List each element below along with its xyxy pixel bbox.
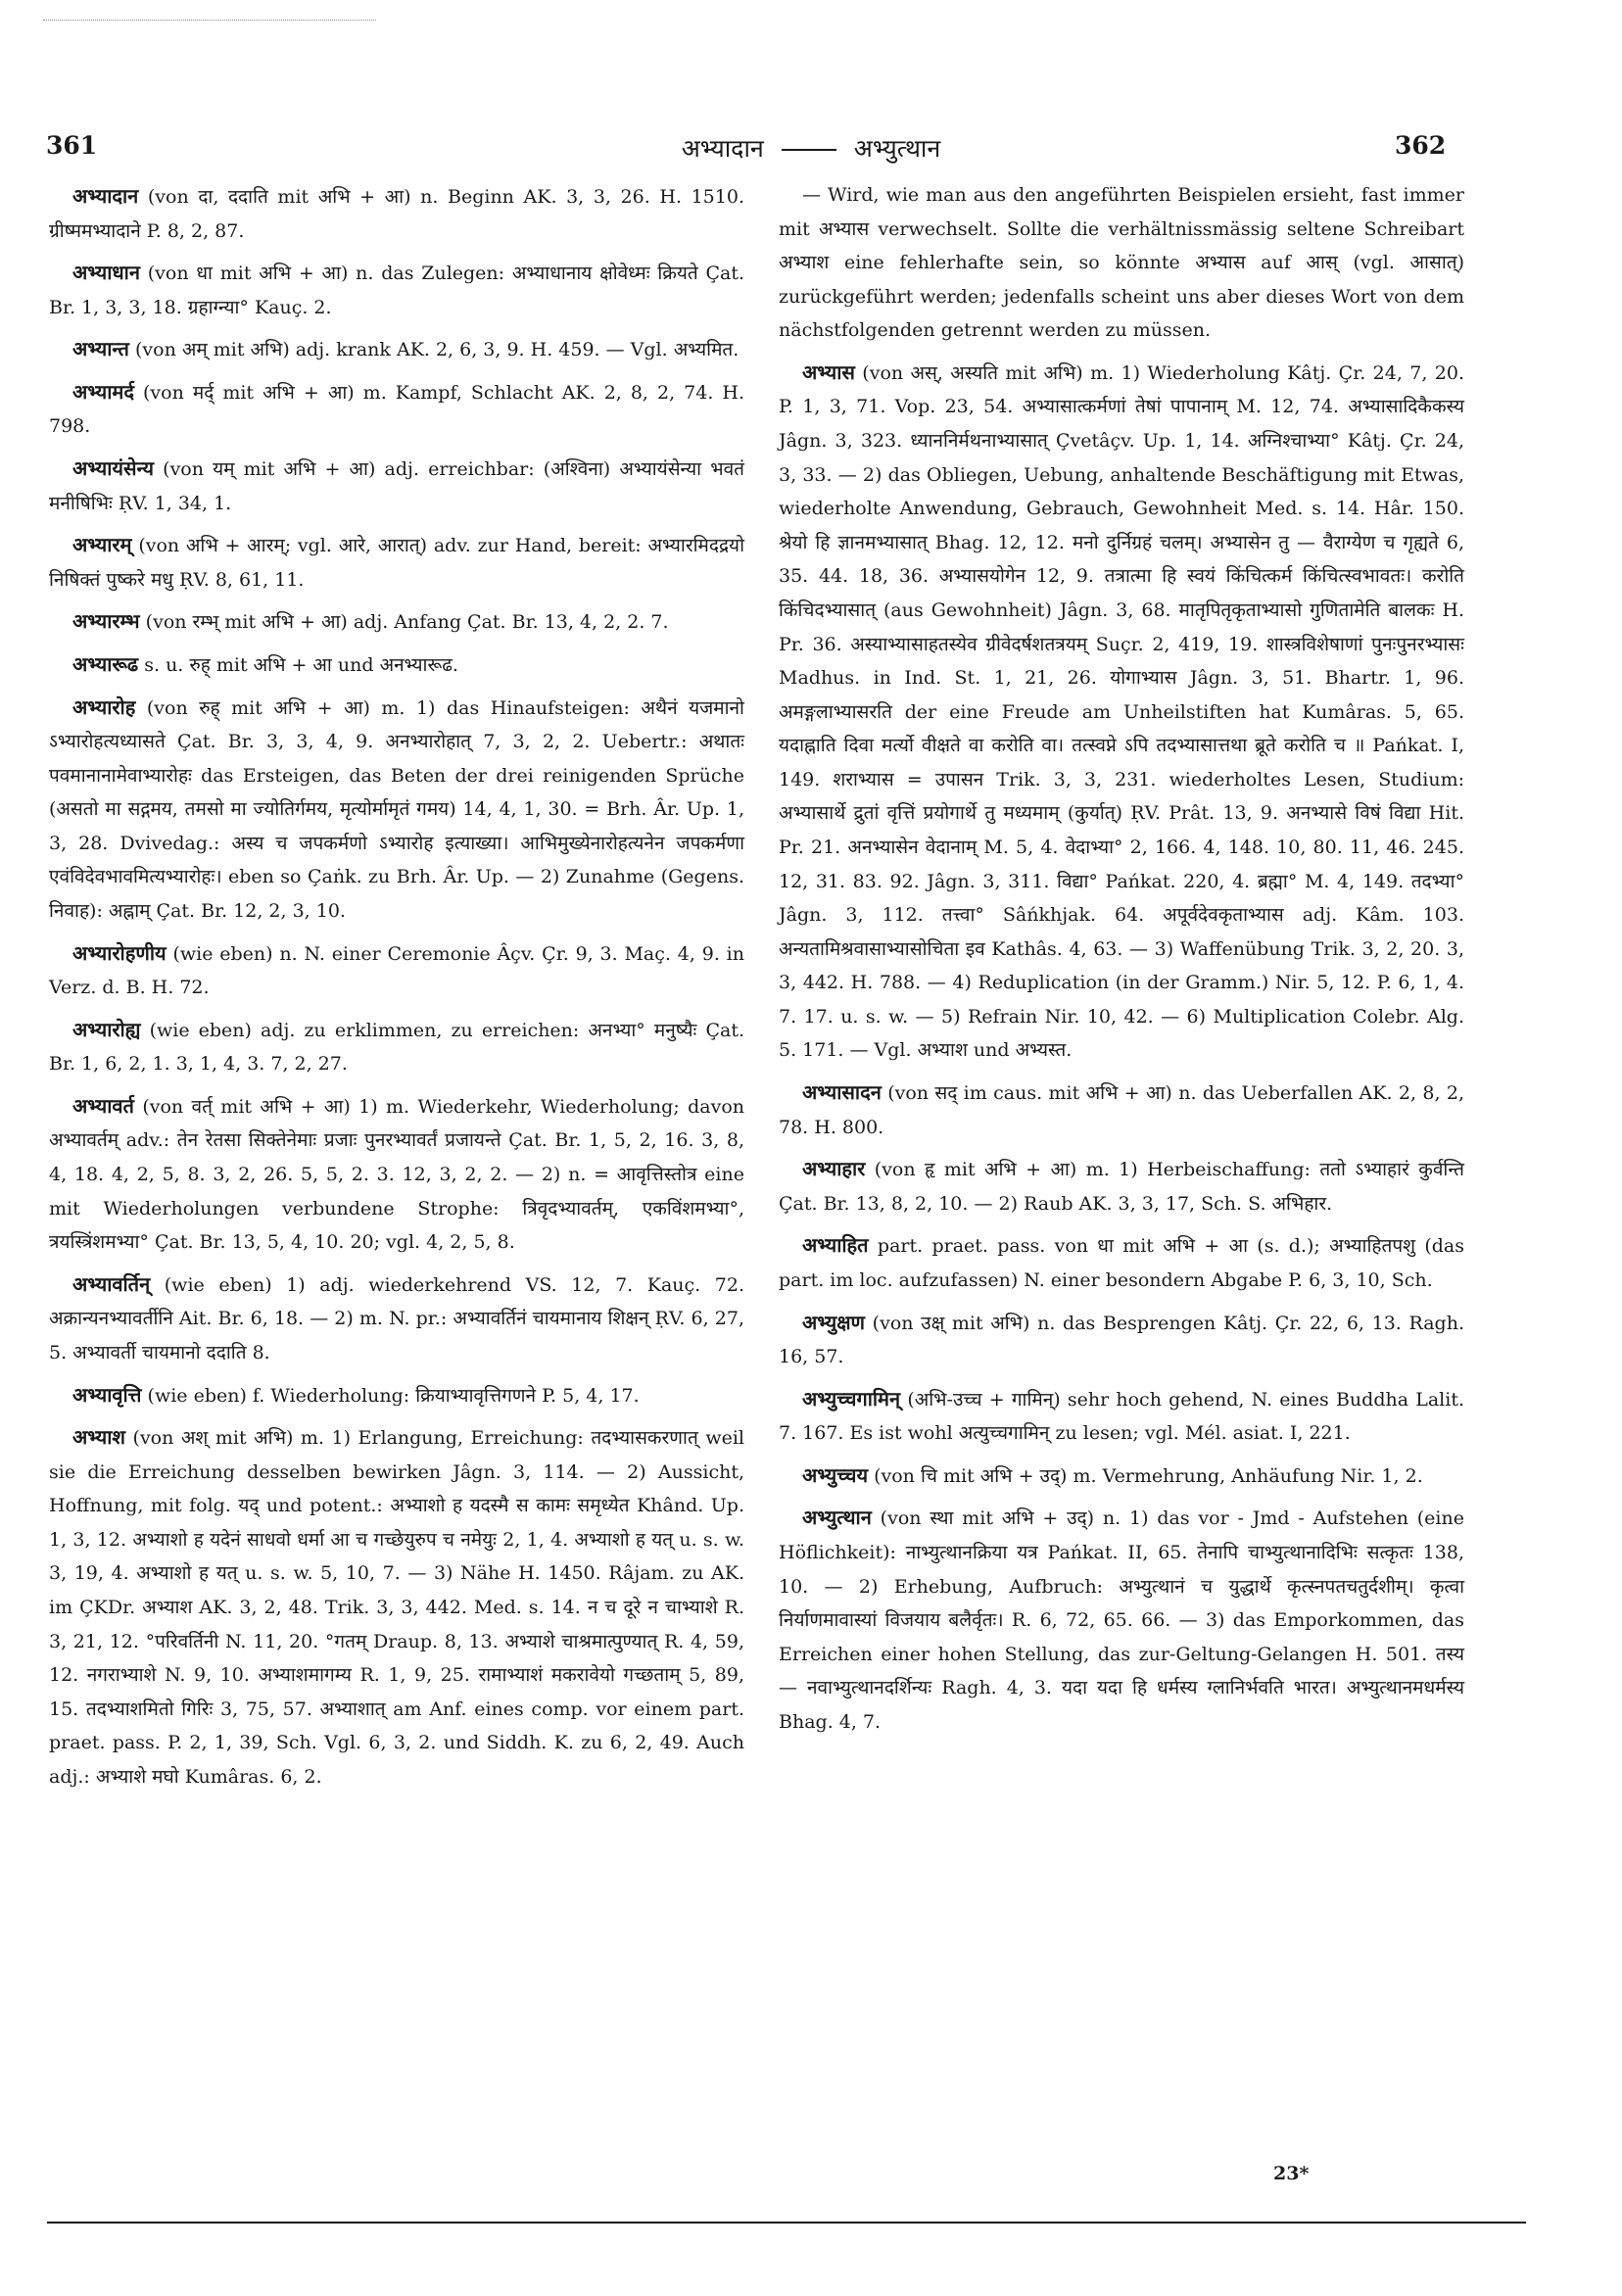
entry-text: (von अभि + आरम्; vgl. आरे, आरात्) adv. zur Hand, bereit: अभ्यारमिदद्रयो निषिक्तं पुष्करे मधु ṚV. 8, 61, 11.	[49, 535, 744, 591]
dictionary-entry	[49, 646, 744, 683]
entry-text: — Wird, wie man aus den angeführten Beispielen ersieht, fast immer mit अभ्यास verwechselt. Sollte die verhältnissmässig seltene Schreibart अभ्याश eine fehlerhafte sein, so könnte अभ्यास auf आस् (vgl. आसात्) zurückgeführt werden; jedenfalls scheint uns aber dieses Wort von dem nächstfolgenden getrennt werden zu müssen.	[779, 184, 1464, 342]
dictionary-entry	[49, 178, 744, 248]
page-number-left: 361	[46, 131, 98, 160]
entry-headword: अभ्याहार	[802, 1157, 866, 1181]
dictionary-entry	[49, 527, 744, 597]
entry-text: (wie eben) f. Wiederholung: क्रियाभ्यावृत्तिगणने P. 5, 4, 17.	[147, 1384, 640, 1407]
running-head-start: अभ्यादान	[681, 134, 764, 163]
entry-headword: अभ्यारूढ	[72, 651, 139, 676]
entry-headword: अभ्युत्थान	[802, 1506, 872, 1530]
entry-text: (von धा mit अभि + आ) n. das Zulegen: अभ्याधानाय क्षोवेध्मः क्रियते Çat. Br. 1, 3, 3, 18. ग्रहाग्न्या° Kauç. 2.	[49, 263, 744, 318]
entry-text: (von अम् mit अभि) adj. krank AK. 2, 6, 3, 9. H. 459. — Vgl. अभ्यमित.	[135, 339, 739, 361]
entry-headword: अभ्यादान	[72, 184, 139, 208]
right-column	[779, 178, 1464, 1746]
entry-headword: अभ्याधान	[72, 261, 140, 285]
dictionary-entry	[779, 1305, 1464, 1374]
entry-text: (wie eben) adj. zu erklimmen, zu erreichen: अनभ्या° मनुष्यैः Çat. Br. 1, 6, 2, 1. 3, 1, 4, 3. 7, 2, 27.	[49, 1019, 745, 1076]
entry-text: (von अस्, अस्यति mit अभि) m. 1) Wiederholung Kâtj. Çr. 24, 7, 20. P. 1, 3, 71. Vop. 23, 54. अभ्यासात्कर्मणां तेषां पापानाम् M. 12, 74. अभ्यासादिकैकस्य Jâgn. 3, 323. ध्याननिर्मथनाभ्यासात् Çvetâçv. Up. 1, 14. अग्निश्चाभ्या° Kâtj. Çr. 24, 3, 33. — 2) das Obliegen, Uebung, anhaltende Beschäftigung mit Etwas, wiederholte Anwendung, Gebrauch, Gewohnheit Med. s. 14. Hâr. 150. श्रेयो हि ज्ञानमभ्यासात् Bhag. 12, 12. मनो दुर्निग्रहं चलम्। अभ्यासेन तु — वैराग्येण च गृह्यते 6, 35. 44. 18, 36. अभ्यासयोगेन 12, 9. तत्रात्मा हि स्वयं किंचित्कर्म किंचित्स्वभावतः। करोति किंचिदभ्यासात् (aus Gewohnheit) Jâgn. 3, 68. मातृपितृकृताभ्यासो गुणितामेति बालकः H. Pr. 36. अस्याभ्यासाहतस्येव ग्रीवेदर्षशतत्रयम् Suçr. 2, 419, 19. शास्त्रविशेषाणां पुनःपुनरभ्यासः Madhus. in Ind. St. 1, 21, 26. योगाभ्यास Jâgn. 3, 51. Bhartr. 1, 96. अमङ्गलाभ्यासरति der eine Freude am Unheilstiften hat Kumâras. 5, 65. यदाह्नाति दिवा मर्त्यो वीक्षते वा करोति वा। तत्स्वप्ने ऽपि तदभ्यासात्तथा ब्रूते करोति च ॥ Pańkat. I, 149. शराभ्यास = उपासन Trik. 3, 3, 231. wiederholtes Lesen, Studium: अभ्यासार्थे द्रुतां वृत्तिं प्रयोगार्थे तु मध्यमाम् (कुर्यात्) ṚV. Prât. 13, 9. अनभ्यासे विषं विद्या Hit. Pr. 21. अनभ्यासेन वेदानाम् M. 5, 4. वेदाभ्या° 2, 166. 4, 148. 10, 80. 11, 46. 245. 12, 31. 83. 92. Jâgn. 3, 311. विद्या° Pańkat. 220, 4. ब्रह्मा° M. 4, 149. तदभ्या° Jâgn. 3, 112. तत्त्वा° Sâńkhjak. 64. अपूर्वदेवकृताभ्यास adj. Kâm. 103. अन्यतामिश्रवासाभ्यासोचिता इव Kathâs. 4, 63. — 3) Waffenübung Trik. 3, 2, 20. 3, 3, 442. H. 788. — 4) Reduplication (in der Gramm.) Nir. 5, 12. P. 6, 1, 4. 7. 17. u. s. w. — 5) Refrain Nir. 10, 42. — 6) Multiplication Colebr. Alg. 5. 171. — Vgl. अभ्याश und अभ्यस्त.	[779, 361, 1464, 1062]
entry-headword: अभ्यावर्त	[72, 1093, 134, 1118]
entry-headword: अभ्यारम्	[72, 533, 132, 557]
entry-text: s. u. रुह् mit अभि + आ und अनभ्यारूढ.	[144, 653, 458, 676]
entry-text: (von दा, ददाति mit अभि + आ) n. Beginn AK. 3, 3, 26. H. 1510. ग्रीष्ममभ्यादाने P. 8, 2, 87.	[49, 186, 744, 242]
dictionary-entry	[779, 1381, 1464, 1451]
entry-text: part. praet. pass. von धा mit अभि + आ (s. d.); अभ्याहितपशु (das part. im loc. aufzufassen) N. einer besondern Abgabe P. 6, 3, 10, Sch.	[779, 1235, 1464, 1291]
running-head-dash	[782, 149, 836, 151]
entry-text: (von रम्भ् mit अभि + आ) adj. Anfang Çat. Br. 13, 4, 2, 2. 7.	[145, 611, 669, 634]
entry-headword: अभ्यास	[802, 359, 855, 384]
entry-text: (wie eben) n. N. einer Ceremonie Âçv. Çr. 9, 3. Maç. 4, 9. in Verz. d. B. H. 72.	[49, 942, 744, 999]
entry-headword: अभ्युच्चय	[802, 1462, 869, 1487]
entry-text: (von उक्ष् mit अभि) n. das Besprengen Kâtj. Çr. 22, 6, 13. Ragh. 16, 57.	[779, 1312, 1464, 1368]
dictionary-entry	[779, 1458, 1464, 1494]
entry-headword: अभ्यासादन	[802, 1080, 882, 1105]
dictionary-entry	[49, 1088, 744, 1260]
entry-text: (von सद् im caus. mit अभि + आ) n. das Ueberfallen AK. 2, 8, 2, 78. H. 800.	[779, 1082, 1464, 1138]
entry-headword: अभ्यारोहणीय	[72, 940, 167, 965]
signature-mark: 23*	[1273, 2163, 1310, 2184]
dictionary-entry	[49, 1419, 744, 1794]
entry-text: (von यम् mit अभि + आ) adj. erreichbar: (अश्विना) अभ्यायंसेन्या भवतं मनीषिभिः ṚV. 1, 34, 1.	[49, 458, 744, 514]
entry-headword: अभ्याहित	[802, 1233, 869, 1258]
dictionary-entry	[49, 255, 744, 324]
dictionary-entry	[779, 1227, 1464, 1297]
entry-headword: अभ्युच्चगामिन्	[802, 1386, 901, 1411]
running-head	[0, 131, 1622, 165]
dictionary-entry	[49, 603, 744, 640]
entry-text: (अभि-उच्च + गामिन्) sehr hoch gehend, N. eines Buddha Lalit. 7. 167. Es ist wohl अत्युच्चगामिन् zu lesen; vgl. Mél. asiat. I, 221.	[779, 1388, 1464, 1445]
entry-text: (wie eben) 1) adj. wiederkehrend VS. 12, 7. Kauç. 72. अक्रान्यनभ्यावर्तीनि Ait. Br. 6, 18. — 2) m. N. pr.: अभ्यावर्तिनं चायमानाय शिक्षन् ṚV. 6, 27, 5. अभ्यावर्ती चायमानो ददाति 8.	[49, 1273, 745, 1363]
entry-headword: अभ्यारोह्य	[72, 1017, 141, 1041]
entry-text: (von चि mit अभि + उद्) m. Vermehrung, Anhäufung Nir. 1, 2.	[874, 1464, 1423, 1487]
entry-text: (von वर्त् mit अभि + आ) 1) m. Wiederkehr, Wiederholung; davon अभ्यावर्तम् adv.: तेन रेतसा सिक्तेनेमाः प्रजाः पुनरभ्यावर्तं प्रजायन्ते Çat. Br. 1, 5, 2, 16. 3, 8, 4, 18. 4, 2, 5, 8. 3, 2, 26. 5, 5, 2. 3. 12, 3, 2, 2. — 2) n. = आवृत्तिस्तोत्र eine mit Wiederholungen verbundene Strophe: त्रिवृदभ्यावर्तम्, एकविंशमभ्या°, त्रयस्त्रिंशमभ्या° Çat. Br. 13, 5, 4, 10. 20; vgl. 4, 2, 5, 8.	[49, 1095, 745, 1254]
entry-headword: अभ्यायंसेन्य	[72, 456, 154, 481]
dictionary-entry	[779, 178, 1464, 348]
entry-headword: अभ्यामर्द	[72, 379, 134, 404]
entry-headword: अभ्याश	[72, 1425, 125, 1450]
dictionary-entry	[49, 374, 744, 444]
entry-text: (von अश् mit अभि) m. 1) Erlangung, Erreichung: तदभ्यासकरणात् weil sie die Erreichung desselben bewirken Jâgn. 3, 114. — 2) Aussicht, Hoffnung, mit folg. यद् und potent.: अभ्याशो ह यदस्मै स कामः समृध्येत Khând. Up. 1, 3, 12. अभ्याशो ह यदेनं साधवो धर्मा आ च गच्छेयुरुप च नमेयुः 2, 1, 4. अभ्याशो ह यत् u. s. w. 3, 19, 4. अभ्याशो ह यत् u. s. w. 5, 10, 7. — 3) Nähe H. 1450. Râjam. zu AK. im ÇKDr. अभ्याश AK. 3, 2, 48. Trik. 3, 3, 442. Med. s. 14. न च दूरे न चाभ्याशे R. 3, 21, 12. °परिवर्तिनी N. 11, 20. °गतम् Draup. 8, 13. अभ्याशे चाश्रमात्पुण्यात् R. 4, 59, 12. नगराभ्याशे N. 9, 10. अभ्याशमागम्य R. 1, 9, 25. रामाभ्याशं मकरावेयो गच्छताम् 5, 89, 15. तदभ्याशमितो गिरिः 3, 75, 57. अभ्याशात् am Anf. eines comp. vor einem part. praet. pass. P. 2, 1, 39, Sch. Vgl. 6, 3, 2. und Siddh. K. zu 6, 2, 49. Auch adj.: अभ्याशे मघो Kumâras. 6, 2.	[49, 1427, 744, 1788]
entry-headword: अभ्यान्त	[72, 337, 129, 361]
entry-headword: अभ्यावृत्ति	[72, 1382, 142, 1407]
running-head-end: अभ्युत्थान	[853, 134, 941, 163]
left-column	[49, 178, 744, 1800]
entry-headword: अभ्युक्षण	[802, 1310, 865, 1334]
dictionary-entry	[779, 1500, 1464, 1739]
page-number-right: 362	[1395, 131, 1447, 160]
dictionary-entry	[779, 1151, 1464, 1220]
entry-text: (von हृ mit अभि + आ) m. 1) Herbeischaffung: ततो ऽभ्याहारं कुर्वन्ति Çat. Br. 13, 8, 2, 10. — 2) Raub AK. 3, 3, 17, Sch. S. अभिहार.	[779, 1159, 1464, 1215]
dictionary-entry	[49, 1377, 744, 1413]
entry-headword: अभ्यावर्तिन्	[72, 1271, 151, 1296]
dictionary-entry	[49, 935, 744, 1005]
dictionary-entry	[49, 690, 744, 929]
dictionary-entry	[779, 355, 1464, 1068]
entry-text: (von रुह् mit अभि + आ) m. 1) das Hinaufsteigen: अथैनं यजमानो ऽभ्यारोहत्यध्यासते Çat. Br. 3, 3, 4, 9. अनभ्यारोहात् 7, 3, 2, 2. Uebertr.: अथातः पवमानानामेवाभ्यारोहः das Ersteigen, das Beten der drei reinigenden Sprüche (असतो मा सद्गमय, तमसो मा ज्योतिर्गमय, मृत्योर्मामृतं गमय) 14, 4, 1, 30. = Brh. Âr. Up. 1, 3, 28. Dvivedag.: अस्य च जपकर्मणो ऽभ्यारोह इत्याख्या। आभिमुख्येनारोहत्यनेन जपकर्मणा एवंविदेवभावमित्यभ्यारोहः। eben so Çaṅk. zu Brh. Âr. Up. — 2) Zunahme (Gegens. निवाह): अह्नाम् Çat. Br. 12, 2, 3, 10.	[49, 696, 744, 922]
page-header	[0, 0, 1622, 167]
entry-text: (von मर्द् mit अभि + आ) m. Kampf, Schlacht AK. 2, 8, 2, 74. H. 798.	[49, 381, 744, 438]
entry-text: (von स्था mit अभि + उद्) n. 1) das vor - Jmd - Aufstehen (eine Höflichkeit): नाभ्युत्थानक्रिया यत्र Pańkat. II, 65. तेनापि चाभ्युत्थानादिभिः सत्कृतः 138, 10. — 2) Erhebung, Aufbruch: अभ्युत्थानं च युद्धार्थे कृत्स्नपतचतुर्दशीम्। कृत्वा निर्याणमावास्यां विजयाय बलैर्वृतः। R. 6, 72, 65. 66. — 3) das Emporkommen, das Erreichen einer hohen Stellung, das zur-Geltung-Gelangen H. 501. तस्य — नवाभ्युत्थानदर्शिन्यः Ragh. 4, 3. यदा यदा हि धर्मस्य ग्लानिर्भवति भारत। अभ्युत्थानमधर्मस्य Bhag. 4, 7.	[779, 1507, 1464, 1733]
dictionary-entry	[49, 331, 744, 367]
entry-headword: अभ्यारम्भ	[72, 609, 140, 634]
bottom-rule	[47, 2222, 1526, 2224]
dictionary-entry	[49, 451, 744, 520]
dictionary-entry	[49, 1267, 744, 1370]
dictionary-entry	[49, 1012, 744, 1081]
entry-headword: अभ्यारोह	[72, 694, 136, 719]
dictionary-entry	[779, 1075, 1464, 1144]
